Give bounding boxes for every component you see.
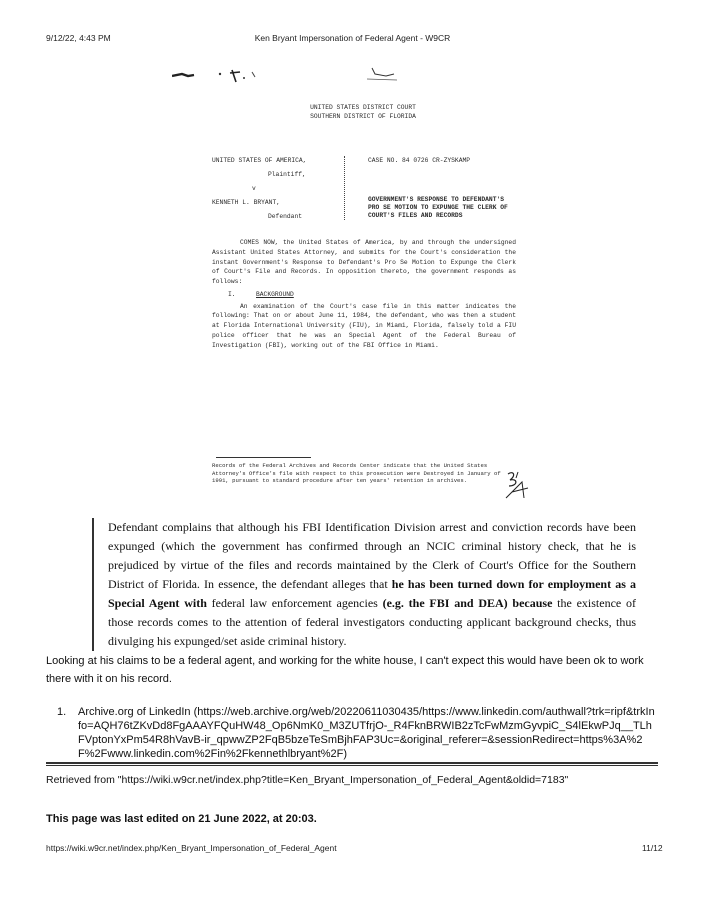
defendant-role: Defendant (268, 213, 303, 220)
court-name (288, 104, 438, 121)
reference-link[interactable]: Archive.org of LinkedIn (https://web.archive.org/web/20220611030435/https://www.linkedin.com/authwall?trk=ripf&trkInfo=AQH76tZKvDd8FgAAAYFQuHW48_Op6NmK0_M3ZUTfrjO-_R4FknBRWIB2zTcFwMzmGyvpiC_S4lEkwPJq__TLhFVptonYxPm54R8hVavB-ir_qpwwZP2FqB5bzeTeSmBjhFAP3Uc=&original_referer=&sessionRedirect=https%3A%2F%2Fwww.linkedin.com%2Fin%2Fkennethlbryant%2F) (78, 706, 655, 760)
footnote: Records of the Federal Archives and Records Center indicate that the United States Attorney's Office's file with respect to this prosecution were Destroyed in January of 1991, pursuant to standard procedure after ten years' retention in archives. (212, 462, 501, 485)
defendant-name: KENNETH L. BRYANT, (212, 199, 281, 206)
reference-item[interactable] (57, 705, 656, 761)
retrieved-from[interactable]: Retrieved from "https://wiki.w9cr.net/index.php?title=Ken_Bryant_Impersonation_of_Federal_Agent&oldid=7183" (46, 774, 569, 786)
versus-label: v (252, 185, 256, 192)
commentary-paragraph: Looking at his claims to be a federal agent, and working for the white house, I can't expect this would have been ok to work there with it on his record. (46, 655, 644, 685)
quote-bold-1: he has been turned down for employment as a Special Agent with (108, 577, 637, 610)
handwritten-initials-mark (500, 468, 532, 504)
print-timestamp: 9/12/22, 4:43 PM (46, 33, 111, 43)
section-number: I. (228, 290, 236, 298)
divider-rule (46, 762, 658, 764)
last-edited-notice: This page was last edited on 21 June 2022, at 20:03. (46, 813, 317, 825)
quote-text-2: federal law enforcement agencies (206, 596, 383, 610)
court-line-2: SOUTHERN DISTRICT OF FLORIDA (310, 112, 416, 120)
plaintiff-role: Plaintiff, (268, 171, 306, 178)
print-page-title: Ken Bryant Impersonation of Federal Agent - W9CR (254, 33, 451, 43)
quote-bold-2: (e.g. the FBI and DEA) because (382, 596, 553, 610)
case-number: CASE NO. 84 0726 CR-ZYSKAMP (368, 157, 471, 164)
print-page-number: 11/12 (642, 843, 663, 853)
print-footer-url: https://wiki.w9cr.net/index.php/Ken_Bryant_Impersonation_of_Federal_Agent (46, 843, 337, 853)
reference-number: 1. (57, 706, 67, 718)
quote-text-1: Defendant complains that although his FBI Identification Division arrest and conviction records have been expunged (which the government has confirmed through an NCIC criminal history check, that he is prejudiced by virtue of the files and records maintained by the Clerk of Court's Office for the Southern District of Florida. In essence, the defendant alleges that (108, 520, 636, 591)
quoted-court-text (92, 518, 636, 651)
case-caption-parties (212, 156, 342, 226)
case-caption-right (368, 156, 518, 221)
intro-paragraph: COMES NOW, the United States of America, by and through the undersigned Assistant United States Attorney, and submits for the Court's consideration the instant Government's Response to Defendant's Pro Se Motion to Expunge the Clerk of Court's File and Records. In opposition thereto, the government responds as follows: (212, 239, 516, 285)
scanned-court-document (200, 52, 520, 492)
references-list (57, 705, 656, 761)
footnote-rule (216, 457, 311, 458)
scanned-body (212, 238, 516, 350)
quote-text-3: the existence of those records comes to the attention of federal investigators conducting applicant background checks, thus divulging his expunged/set aside criminal history. (108, 596, 636, 648)
caption-divider (344, 156, 345, 220)
section-title: BACKGROUND (256, 290, 294, 298)
background-paragraph: An examination of the Court's case file in this matter indicates the following: That on or about June 11, 1984, the defendant, who was then a student at Florida International University (FIU), in Miami, Florida, falsely told a FIU police officer that he was an Special Agent of the Federal Bureau of Investigation (FBI), working out of the FBI Office in Miami. (212, 302, 516, 349)
scan-noise-marks (172, 64, 412, 94)
plaintiff-name: UNITED STATES OF AMERICA, (212, 157, 307, 164)
section-heading (228, 290, 516, 300)
document-title: GOVERNMENT'S RESPONSE TO DEFENDANT'S PRO SE MOTION TO EXPUNGE THE CLERK OF COURT'S FILES AND RECORDS (368, 196, 508, 220)
divider-rule-thin (46, 765, 658, 766)
court-line-1: UNITED STATES DISTRICT COURT (310, 104, 416, 111)
